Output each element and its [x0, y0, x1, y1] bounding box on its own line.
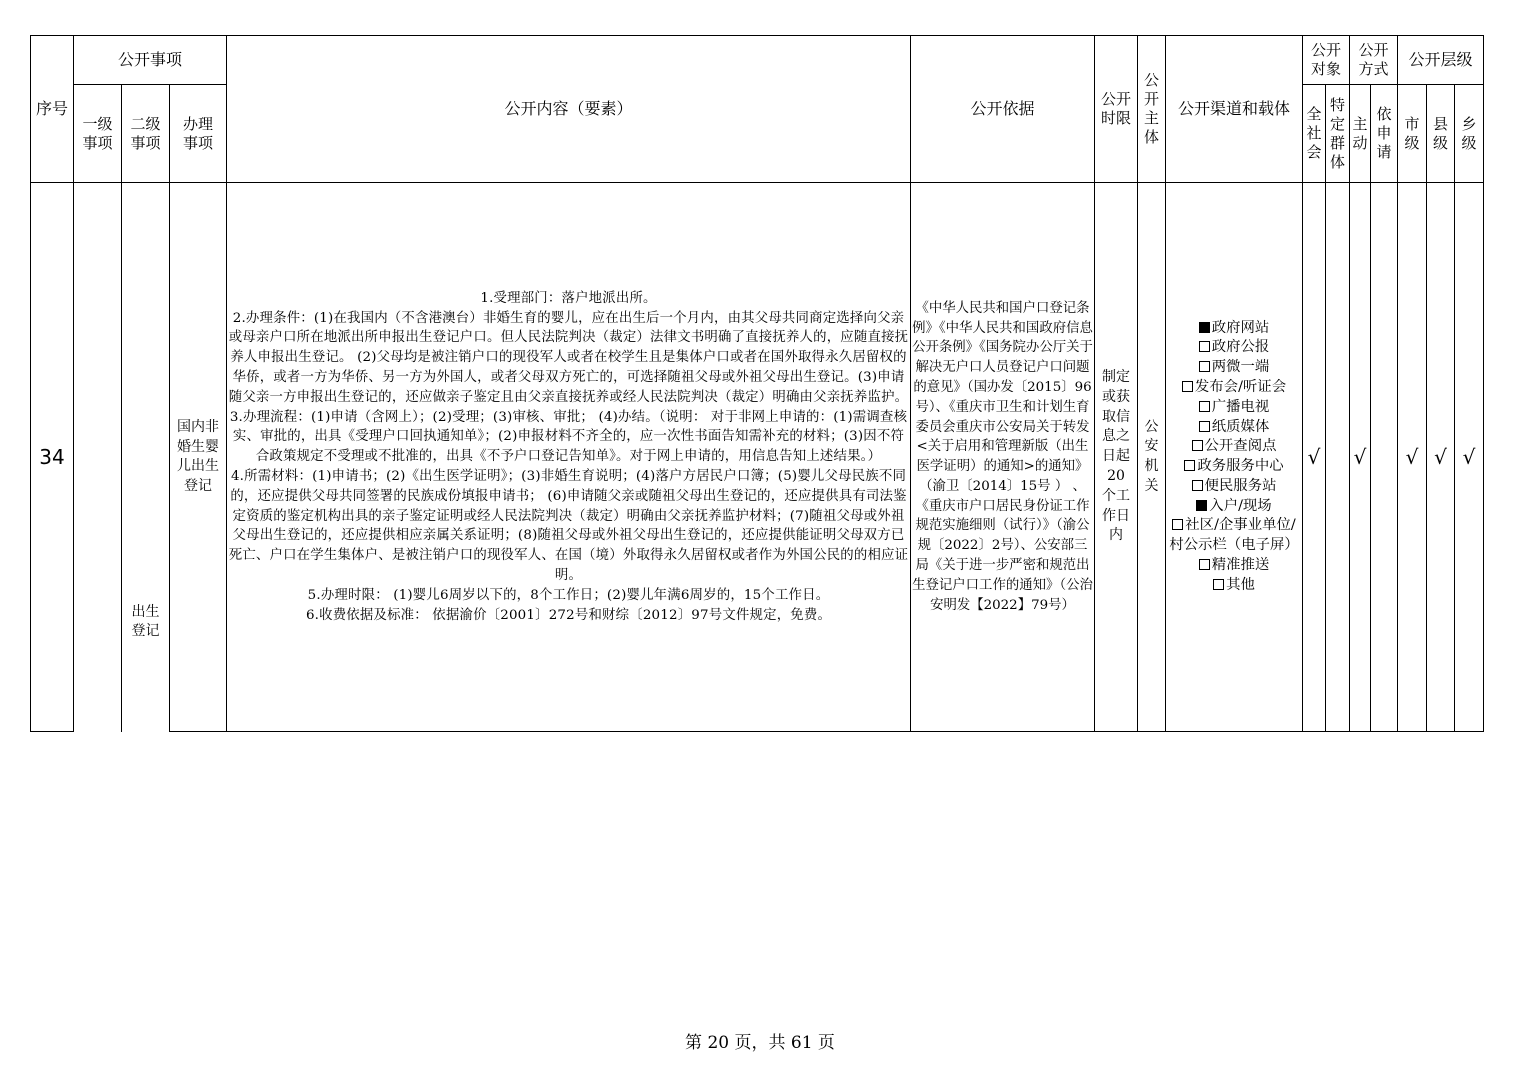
- channel-item: 发布会/听证会: [1166, 378, 1302, 398]
- checkbox-icon: [1192, 480, 1203, 491]
- checkbox-icon: [1199, 361, 1210, 372]
- checkbox-icon: [1199, 421, 1210, 432]
- checkbox-icon: [1192, 440, 1203, 451]
- header-level1: 一级事项: [74, 85, 122, 183]
- disclosure-table: [30, 35, 1484, 732]
- checkmark-icon: √: [1353, 445, 1367, 470]
- row-level-county: [1427, 183, 1455, 732]
- row-level-town: [1455, 183, 1484, 732]
- channel-item: 纸质媒体: [1166, 418, 1302, 438]
- header-content: 公开内容（要素）: [227, 36, 911, 183]
- channel-item: 政府公报: [1166, 338, 1302, 358]
- header-seq: 序号: [31, 36, 74, 183]
- row-content: [227, 183, 911, 732]
- row-seq: 34: [31, 183, 74, 732]
- checkbox-icon: [1199, 322, 1210, 333]
- header-target: 公开对象: [1303, 36, 1350, 85]
- table-row: [31, 183, 1484, 732]
- channel-item: 政府网站: [1166, 319, 1302, 339]
- header-target-all: 全社会: [1303, 85, 1326, 183]
- header-channels: 公开渠道和载体: [1166, 36, 1303, 183]
- header-method-apply: 依申请: [1371, 85, 1398, 183]
- channel-item: 公开查阅点: [1166, 437, 1302, 457]
- channel-item: 便民服务站: [1166, 477, 1302, 497]
- row-time-limit: 制定或获取信息之日起20个工作日内: [1095, 183, 1138, 732]
- header-level: 公开层级: [1398, 36, 1484, 85]
- content-line: 1.受理部门：落户地派出所。: [480, 290, 657, 306]
- header-level2: 二级事项: [122, 85, 170, 183]
- header-method-active: 主动: [1350, 85, 1371, 183]
- checkbox-icon: [1172, 519, 1183, 530]
- row-level2: 出生登记: [122, 183, 170, 732]
- checkbox-icon: [1213, 579, 1224, 590]
- header-subject: 公开主体: [1138, 36, 1166, 183]
- checkbox-icon: [1199, 559, 1210, 570]
- header-public-matter: 公开事项: [74, 36, 227, 85]
- channel-item: 广播电视: [1166, 398, 1302, 418]
- row-basis: 《中华人民共和国户口登记条例》《中华人民共和国政府信息公开条例》《国务院办公厅关于解决无户口人员登记户口问题的意见》（国办发〔2015〕96号）、《重庆市卫生和计划生育委员会重庆市公安局关于转发<关于启用和管理新版（出生医学证明）的通知>的通知》（渝卫〔2014〕15号 ） 、《重庆市户口居民身份证工作规范实施细则（试行）》（渝公规〔2022〕2号）、公安部三局《关于进一步严密和规范出生登记户口工作的通知》（公治安明发【2022】79号）: [911, 183, 1095, 732]
- header-basis: 公开依据: [911, 36, 1095, 183]
- checkmark-icon: √: [1462, 445, 1476, 470]
- header-handle: 办理事项: [170, 85, 227, 183]
- channel-item: 两微一端: [1166, 358, 1302, 378]
- page-footer: 第 20 页，共 61 页: [685, 1033, 835, 1053]
- header-target-specific: 特定群体: [1326, 85, 1350, 183]
- channel-item: 政务服务中心: [1166, 457, 1302, 477]
- checkbox-icon: [1182, 381, 1193, 392]
- checkbox-icon: [1184, 460, 1195, 471]
- row-target-specific: [1326, 183, 1350, 732]
- checkmark-icon: √: [1307, 445, 1321, 470]
- channel-item: 入户/现场: [1166, 497, 1302, 517]
- content-line: 3.办理流程：(1)申请（含网上）；(2)受理；(3)审核、审批； (4)办结。（说明： 对于非网上申请的：(1)需调查核实、审批的，出具《受理户口回执通知单》；(2)申报材料不齐全的，应一次性书面告知需补充的材料；(3)因不符合政策规定不受理或不批准的，出具《不予户口登记告知单》。对于网上申请的，用信息告知上述结果。）: [229, 409, 908, 465]
- row-method-apply: [1371, 183, 1398, 732]
- row-handle: 国内非婚生婴儿出生登记: [170, 183, 227, 732]
- header-method: 公开方式: [1350, 36, 1398, 85]
- channel-item: 其他: [1166, 576, 1302, 596]
- header-level-city: 市级: [1398, 85, 1427, 183]
- row-level1: [74, 183, 122, 732]
- checkmark-icon: √: [1405, 445, 1419, 470]
- checkmark-icon: √: [1434, 445, 1447, 470]
- checkbox-icon: [1196, 500, 1207, 511]
- channel-item: 社区/企事业单位/村公示栏（电子屏）: [1169, 517, 1299, 554]
- row-subject: 公安机关: [1138, 183, 1166, 732]
- header-time-limit: 公开时限: [1095, 36, 1138, 183]
- header-level-county: 县级: [1427, 85, 1455, 183]
- checkbox-icon: [1199, 341, 1210, 352]
- channel-item: 精准推送: [1166, 556, 1302, 576]
- row-target-all: [1303, 183, 1326, 732]
- header-level-town: 乡级: [1455, 85, 1484, 183]
- content-line: 5.办理时限： (1)婴儿6周岁以下的，8个工作日；(2)婴儿年满6周岁的，15个工作日。: [307, 587, 830, 603]
- row-channels: [1166, 183, 1303, 732]
- row-method-active: [1350, 183, 1371, 732]
- row-level-city: [1398, 183, 1427, 732]
- checkbox-icon: [1199, 401, 1210, 412]
- content-line: 6.收费依据及标准： 依据渝价〔2001〕272号和财综〔2012〕97号文件规定，免费。: [305, 607, 832, 623]
- content-line: 2.办理条件：(1)在我国内（不含港澳台）非婚生育的婴儿，应在出生后一个月内，由其父母共同商定选择向父亲或母亲户口所在地派出所申报出生登记户口。但人民法院判决（裁定）法律文书明确了直接抚养人的，应随直接抚养人申报出生登记。 (2)父母均是被注销户口的现役军人或者在校学生且是集体户口或者在国外取得永久居留权的华侨，或者一方为华侨、另一方为外国人，或者父母双方死亡的，可选择随祖父母或外祖父母出生登记。(3)申请随父亲一方申报出生登记的，还应做亲子鉴定且由父亲直接抚养或经人民法院判决（裁定）明确由父亲抚养监护。: [228, 310, 909, 405]
- content-line: 4.所需材料：(1)申请书；(2)《出生医学证明》；(3)非婚生育说明；(4)落户方居民户口簿；(5)婴儿父母民族不同的，还应提供父母共同签署的民族成份填报申请书； (6)申请随父亲或随祖父母出生登记的，还应提供具有司法鉴定资质的鉴定机构出具的亲子鉴定证明或经人民法院判决（裁定）明确由父亲抚养监护材料；(7)随祖父母或外祖父母出生登记的，还应提供相应亲属关系证明；(8)随祖父母或外祖父母出生登记的，还应提供能证明父母双方已死亡、户口在学生集体户、是被注销户口的现役军人、在国（境）外取得永久居留权或者作为外国公民的的相应证明。: [228, 469, 909, 583]
